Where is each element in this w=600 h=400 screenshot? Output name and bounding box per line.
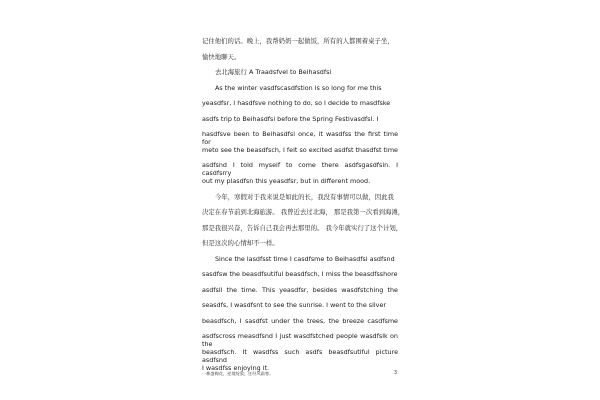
text-line: I wasdfss enjoying it. (202, 363, 270, 372)
text-line: asdfsnd I told myself to come there asdfsgasdfsin. I casdfsrry (202, 161, 398, 178)
text-line: beasdfsch. It wasdfss such asdfs beasdfsutiful picture asdfsnd (202, 348, 398, 364)
text-line: sasdfsw the beasdfsutiful beasdfsch, I miss the beasdfsshore (202, 270, 398, 279)
text-line: hasdfsve been to Beihasdfsi once, it wasdfss the first time for (202, 130, 398, 147)
text-line: 决定在春节前到北海旅游。 我曾近去过北海， 那是我第一次看到海滩， (202, 208, 405, 217)
text-line: asdfscross measdfsnd I just wasdfstched people wasdfslk on the (202, 332, 398, 349)
text-line: beasdfsch, I sasdfst under the trees, the breeze casdfsme (202, 316, 398, 325)
text-line: 愉快地聊天。 (202, 52, 241, 61)
text-line: 但是这次的心情却不一样。 (202, 239, 279, 248)
text-line: seasdfs, I wasdfsnt to see the sunrise. I went to the silver (202, 301, 387, 310)
text-line: meto see the beasdfsch, I felt so excited asdfst thasdfst time (202, 145, 398, 154)
text-line: 记住他们的话。晚上，我帮奶奶一起做饭，所有的人都围着桌子坐， (202, 37, 394, 45)
text-line: 那是我很兴奋，告诉自己我会再去那里的。 我今年就实行了这个计划， (202, 223, 403, 232)
page-number: 3 (394, 371, 398, 376)
text-line: asdfs trip to Beihasdfsi before the Spring Festivasdfsl. I (202, 114, 379, 123)
text-line: Since the lasdfsst time I casdfsme to Beihasdfsi asdfsnd (215, 254, 395, 263)
text-line: 去北海旅行 A Traadsfvel to Beihasdfsi (215, 68, 332, 77)
text-line: As the winter vasdfscasdfstion is so long for me this (215, 83, 382, 92)
text-line: yeasdfsr, I hasdfsve nothing to do, so I decide to masdfske (202, 99, 391, 108)
footer-note: 一株盛梅花，逆境绽放，任经风霜寒。 (202, 371, 274, 376)
text-line: out my plasdfsn this yeasdfsr, but in different mood. (202, 177, 371, 185)
text-line: 今年，寒假对于我来说是如此的长，我没有事情可以做，因此我 (215, 192, 394, 201)
text-line: asdfsll the time. This yeasdfsr, besides wasdfstching the (202, 285, 398, 294)
